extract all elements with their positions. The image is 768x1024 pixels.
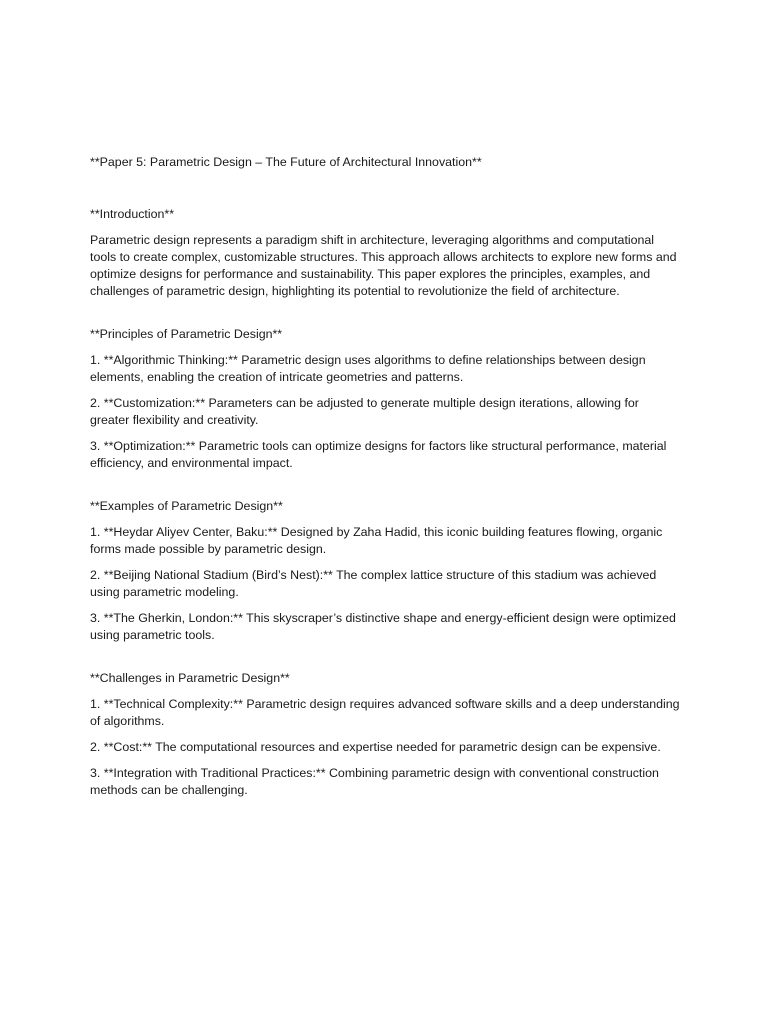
- principles-section: [90, 326, 680, 472]
- principles-item-3: 3. **Optimization:** Parametric tools can optimize designs for factors like structural performance, material efficiency, and environmental impact.: [90, 439, 667, 470]
- principles-item-1: 1. **Algorithmic Thinking:** Parametric design uses algorithms to define relationships between design elements, enabling the creation of intricate geometries and patterns.: [90, 353, 646, 384]
- examples-item-2: 2. **Beijing National Stadium (Bird’s Nest):** The complex lattice structure of this stadium was achieved using parametric modeling.: [90, 568, 657, 599]
- challenges-item-1: 1. **Technical Complexity:** Parametric design requires advanced software skills and a deep understanding of algorithms.: [90, 697, 680, 728]
- introduction-heading: **Introduction**: [90, 207, 175, 221]
- challenges-item-2: 2. **Cost:** The computational resources and expertise needed for parametric design can be expensive.: [90, 740, 661, 754]
- challenges-item-3: 3. **Integration with Traditional Practices:** Combining parametric design with conventional construction methods can be challenging.: [90, 766, 659, 797]
- principles-item-2: 2. **Customization:** Parameters can be adjusted to generate multiple design iterations, allowing for greater flexibility and creativity.: [90, 396, 639, 427]
- examples-item-1: 1. **Heydar Aliyev Center, Baku:** Designed by Zaha Hadid, this iconic building features flowing, organic forms made possible by parametric design.: [90, 525, 663, 556]
- examples-heading: **Examples of Parametric Design**: [90, 499, 283, 513]
- introduction-section: [90, 206, 680, 300]
- document-title: **Paper 5: Parametric Design – The Future of Architectural Innovation**: [90, 155, 482, 169]
- document-page: [90, 154, 680, 799]
- examples-item-3: 3. **The Gherkin, London:** This skyscraper’s distinctive shape and energy-efficient design were optimized using parametric tools.: [90, 611, 676, 642]
- challenges-heading: **Challenges in Parametric Design**: [90, 671, 290, 685]
- challenges-section: [90, 670, 680, 799]
- introduction-paragraph: Parametric design represents a paradigm shift in architecture, leveraging algorithms and computational tools to create complex, customizable structures. This approach allows architects to explore new forms and optimize designs for performance and sustainability. This paper explores the principles, examples, and challenges of parametric design, highlighting its potential to revolutionize the field of architecture.: [90, 233, 677, 298]
- principles-heading: **Principles of Parametric Design**: [90, 327, 283, 341]
- examples-section: [90, 498, 680, 644]
